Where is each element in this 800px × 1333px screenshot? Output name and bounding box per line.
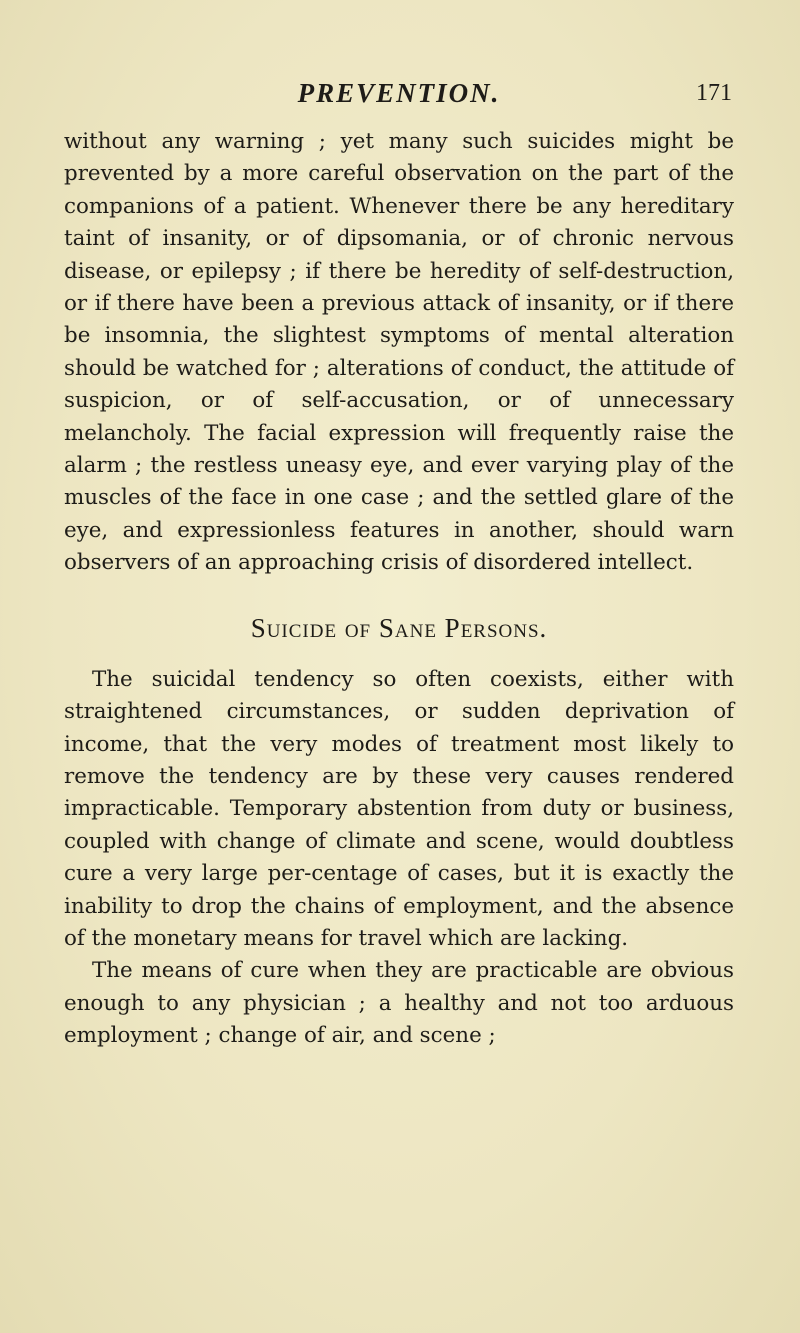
page-number: 171: [696, 80, 732, 106]
body-text: [64, 126, 734, 1053]
paragraph-continued: without any warning ; yet many such suicides might be prevented by a more careful observation on the part of the companions of a patient. Whenever there be any hereditary taint of insanity, or of dipsomania, or of chronic nervous disease, or epilepsy ; if there be heredity of self-destruction, or if there have been a previous attack of insanity, or if there be insomnia, the slightest symptoms of mental alteration should be watched for ; alterations of conduct, the attitude of suspicion, or of self-accusation, or of unnecessary melancholy. The facial expression will frequently raise the alarm ; the restless uneasy eye, and ever varying play of the muscles of the face in one case ; and the settled glare of the eye, and expressionless features in another, should warn observers of an approaching crisis of disordered intellect.: [64, 129, 734, 576]
paragraph-means-of-cure: The means of cure when they are practicable are obvious enough to any physician ; a healthy and not too arduous employment ; change of air, and scene ;: [64, 958, 734, 1049]
running-title: PREVENTION.: [297, 78, 501, 108]
paragraph-suicidal-tendency: The suicidal tendency so often coexists, either with straightened circumstances, or sudden deprivation of income, that the very modes of treatment most likely to remove the tendency are by these very causes rendered impracticable. Temporary abstention from duty or business, coupled with change of climate and scene, would doubtless cure a very large per-centage of cases, but it is exactly the inability to drop the chains of employment, and the absence of the monetary means for travel which are lacking.: [64, 666, 734, 951]
running-head: [64, 78, 734, 118]
book-page: [64, 78, 734, 1053]
section-heading: Suicide of Sane Persons.: [250, 612, 548, 643]
